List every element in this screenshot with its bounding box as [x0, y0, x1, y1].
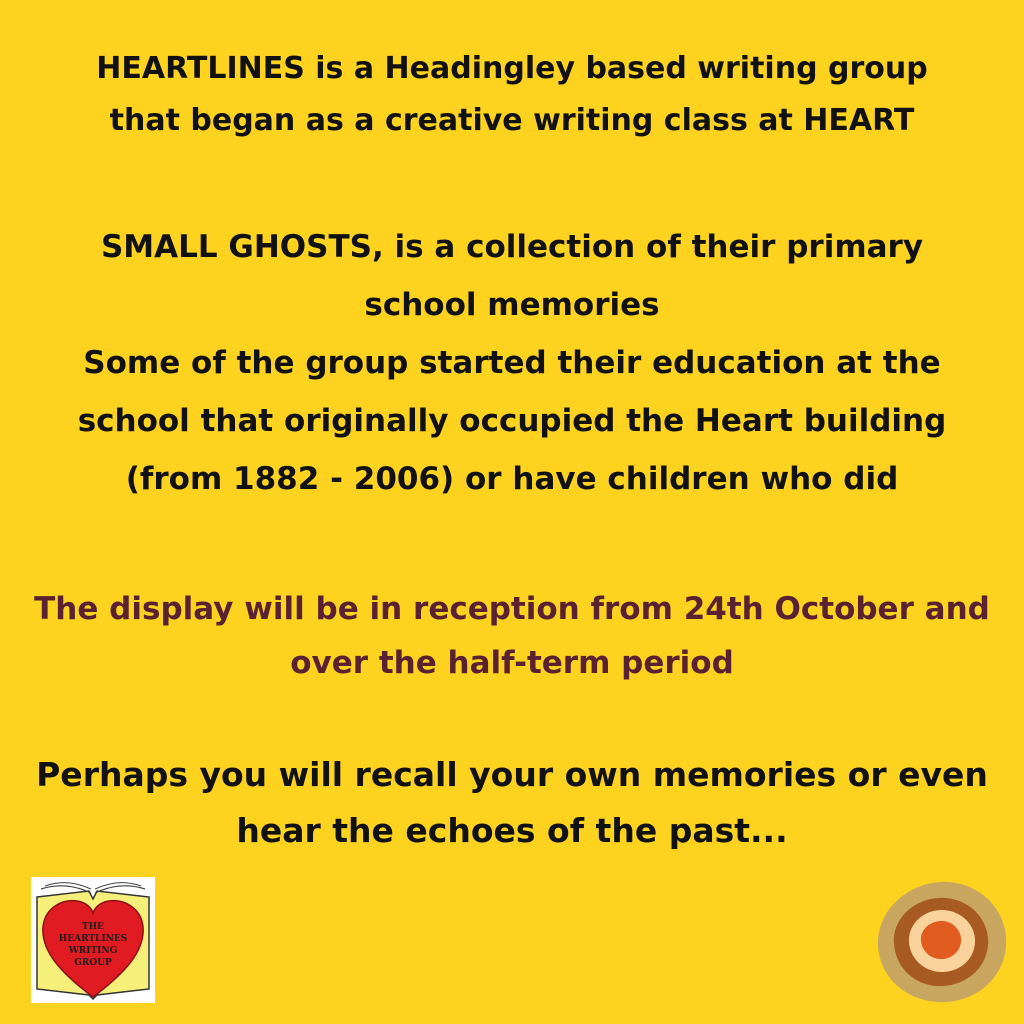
collection-paragraph	[0, 218, 1024, 508]
display-line-1: The display will be in reception from 24th October and	[34, 591, 990, 627]
logo-text-1: THE	[81, 922, 105, 932]
concentric-circles-icon	[870, 868, 1010, 1008]
intro-line-1: HEARTLINES is a Headingley based writing group	[96, 51, 928, 86]
collection-line-3: Some of the group started their education at the	[83, 345, 941, 381]
collection-line-5: (from 1882 - 2006) or have children who did	[125, 461, 899, 497]
collection-line-4: school that originally occupied the Heart building	[77, 403, 947, 439]
display-line-2: over the half-term period	[290, 645, 734, 681]
logo-text-3: WRITING	[68, 946, 118, 956]
collection-line-2: school memories	[364, 287, 660, 323]
closing-line-2: hear the echoes of the past...	[236, 811, 788, 850]
heart-book-logo-icon	[31, 877, 155, 1003]
heartlines-logo	[31, 877, 155, 1003]
closing-line-1: Perhaps you will recall your own memories or even	[36, 755, 988, 794]
intro-paragraph	[0, 43, 1024, 147]
logo-text-4: GROUP	[74, 958, 112, 968]
decorative-circles	[870, 868, 1010, 1008]
display-notice	[0, 582, 1024, 690]
logo-text-2: HEARTLINES	[58, 934, 128, 944]
collection-line-1: SMALL GHOSTS, is a collection of their primary	[100, 229, 924, 265]
closing-paragraph	[0, 747, 1024, 859]
intro-line-2: that began as a creative writing class at HEART	[109, 103, 915, 138]
